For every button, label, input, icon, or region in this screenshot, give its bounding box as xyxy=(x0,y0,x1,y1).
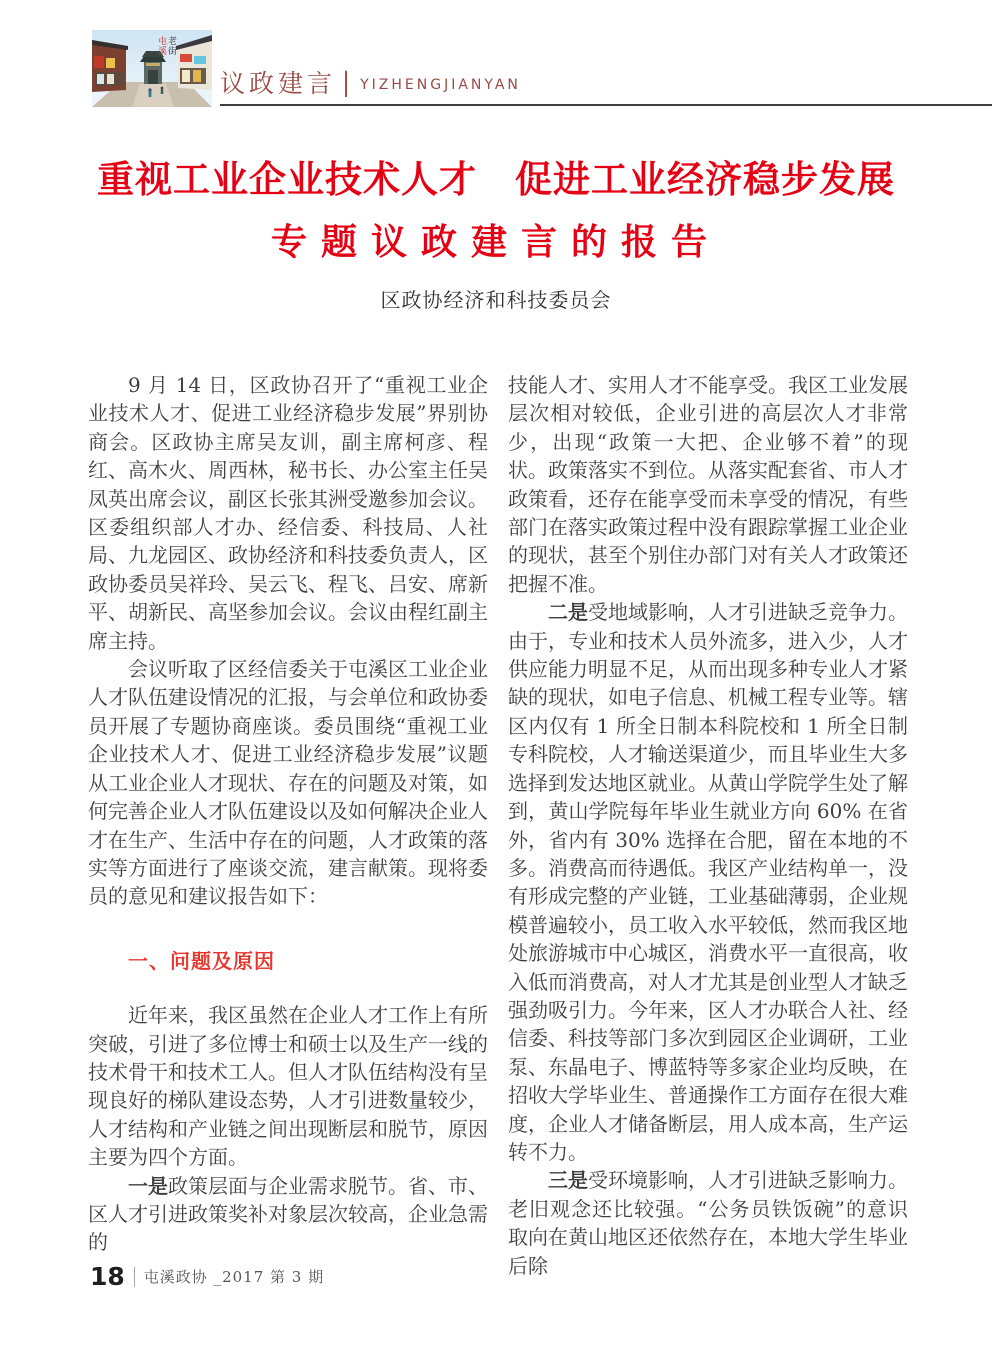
paragraph: 9 月 14 日，区政协召开了“重视工业企业技术人才、促进工业经济稳步发展”界别协商会。区政协主席吴友训，副主席柯彦、程红、高木火、周西林，秘书长、办公室主任吴凤英出席会议，副区长张其洲受邀参加会议。区委组织部人才办、经信委、科技局、人社局、九龙园区、政协经济和科技委负责人，区政协委员吴祥玲、吴云飞、程飞、吕安、席新平、胡新民、高坚参加会议。会议由程红副主席主持。 xyxy=(88,373,488,653)
page-number: 18 xyxy=(90,1262,125,1291)
section-header xyxy=(220,64,521,100)
paragraph-lead: 三是 xyxy=(548,1168,588,1193)
left-column xyxy=(88,371,488,1280)
journal-info: 屯溪政协 _2017 第 3 期 xyxy=(143,1268,325,1286)
old-street-illustration xyxy=(92,30,212,107)
section-title-pinyin: YIZHENGJIANYAN xyxy=(360,77,521,93)
photo-overlay-text xyxy=(156,36,175,56)
right-column xyxy=(508,371,908,1280)
photo-overlay-dark-text: 老街 xyxy=(166,36,176,56)
article-title-line-2: 专题议政建言的报告 xyxy=(270,222,721,264)
section-title-chinese: 议政建言 xyxy=(220,69,337,98)
article-body xyxy=(88,371,908,1280)
paragraph: 一是政策层面与企业需求脱节。省、市、区人才引进政策奖补对象层次较高，企业急需的 xyxy=(88,1173,488,1255)
paragraph: 会议听取了区经信委关于屯溪区工业企业人才队伍建设情况的汇报，与会单位和政协委员开展了专题协商座谈。委员围绕“重视工业企业技术人才、促进工业经济稳步发展”议题从工业企业人才现状、存在的问题及对策，如何完善企业人才队伍建设以及如何解决企业人才在生产、生活中存在的问题，人才政策的落实等方面进行了座谈交流，建言献策。现将委员的意见和建议报告如下： xyxy=(88,657,488,909)
footer-divider xyxy=(134,1267,135,1287)
paragraph-lead: 二是 xyxy=(548,600,588,625)
article-byline: 区政协经济和科技委员会 xyxy=(380,288,612,312)
article-title xyxy=(0,156,992,267)
section-title-divider: | xyxy=(342,66,351,98)
paragraph: 二是受地域影响，人才引进缺乏竞争力。由于，专业和技术人员外流多，进入少，人才供应能力明显不足，从而出现多种专业人才紧缺的现状，如电子信息、机械工程专业等。辖区内仅有 1 所全日制本科院校和 1 所全日制专科院校，人才输送渠道少，而且毕业生大多选择到发达地区就业。从黄山学院学生处了解到，黄山学院每年毕业生就业方向 60% 在省外，省内有 30% 选择在合肥，留在本地的不多。消费高而待遇低。我区产业结构单一，没有形成完整的产业链，工业基础薄弱，企业规模普遍较小，员工收入水平较低，然而我区地处旅游城市中心城区，消费水平一直很高，收入低而消费高，对人才尤其是创业型人才缺乏强劲吸引力。今年来，区人才办联合人社、经信委、科技等部门多次到园区企业调研，工业泵、东晶电子、博蓝特等多家企业均反映，在招收大学毕业生、普通操作工方面存在很大难度，企业人才储备断层，用人成本高，生产运转不力。 xyxy=(508,600,908,1164)
paragraph: 技能人才、实用人才不能享受。我区工业发展层次相对较低，企业引进的高层次人才非常少，出现“政策一大把、企业够不着”的现状。政策落实不到位。从落实配套省、市人才政策看，还存在能享受而未享受的情况，有些部门在落实政策过程中没有跟踪掌握工业企业的现状，甚至个别住办部门对有关人才政策还把握不准。 xyxy=(508,373,908,596)
header-rule xyxy=(220,104,992,106)
section-heading: 一、问题及原因 xyxy=(128,948,275,973)
page-footer xyxy=(90,1262,324,1291)
photo-overlay-red-text: 屯溪 xyxy=(156,36,166,56)
paragraph: 近年来，我区虽然在企业人才工作上有所突破，引进了多位博士和硕士以及生产一线的技术骨干和技术工人。但人才队伍结构没有呈现良好的梯队建设态势，人才引进数量较少，人才结构和产业链之间出现断层和脱节，原因主要为四个方面。 xyxy=(88,1003,488,1170)
paragraph-lead: 一是 xyxy=(128,1173,168,1198)
paragraph: 三是受环境影响，人才引进缺乏影响力。老旧观念还比较强。“公务员铁饭碗”的意识取向在黄山地区还依然存在，本地大学生毕业后除 xyxy=(508,1168,908,1278)
tunxi-old-street-photo xyxy=(92,30,212,107)
article-title-line-1: 重视工业企业技术人才 促进工业经济稳步发展 xyxy=(97,158,895,201)
